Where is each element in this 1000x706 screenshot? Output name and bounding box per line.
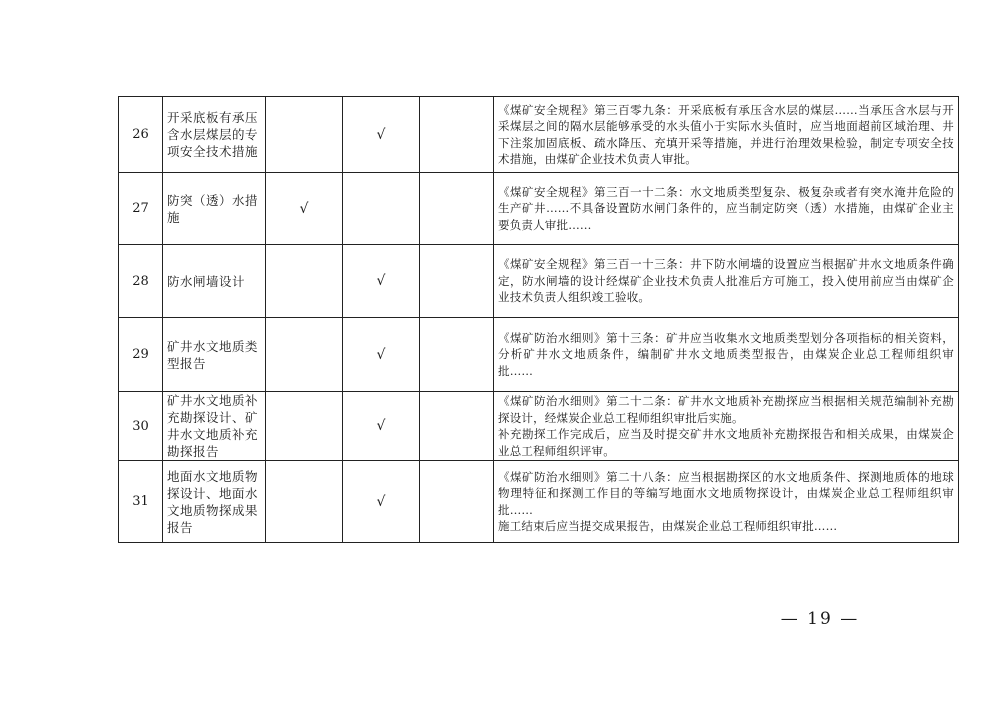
check-mark-a — [266, 97, 343, 173]
row-number: 29 — [119, 318, 163, 392]
basis-paragraph: 《煤矿防治水细则》第二十二条：矿井水文地质补充勘探应当根据相关规范编制补充勘探设计，经煤炭企业总工程师组织审批后实施。 — [498, 394, 954, 425]
regulation-basis — [494, 392, 959, 461]
check-mark-b: √ — [343, 97, 420, 173]
check-mark-b: √ — [343, 392, 420, 461]
basis-paragraph: 《煤矿安全规程》第三百一十二条：水文地质类型复杂、极复杂或者有突水淹井危险的生产矿井……不具备设置防水闸门条件的，应当制定防突（透）水措施，由煤矿企业主要负责人审批…… — [498, 184, 954, 232]
row-number: 31 — [119, 461, 163, 543]
table-row — [119, 173, 959, 245]
regulation-basis — [494, 318, 959, 392]
empty-cell — [420, 245, 494, 318]
check-mark-b — [343, 173, 420, 245]
item-name: 开采底板有承压含水层煤层的专项安全技术措施 — [163, 97, 266, 173]
item-name: 矿井水文地质补充勘探设计、矿井水文地质补充勘探报告 — [163, 392, 266, 461]
item-name: 地面水文地质物探设计、地面水文地质物探成果报告 — [163, 461, 266, 543]
check-mark-a: √ — [266, 173, 343, 245]
regulation-basis — [494, 173, 959, 245]
empty-cell — [420, 461, 494, 543]
table-row — [119, 461, 959, 543]
check-mark-b: √ — [343, 318, 420, 392]
empty-cell — [420, 318, 494, 392]
basis-paragraph: 《煤矿防治水细则》第十三条：矿井应当收集水文地质类型划分各项指标的相关资料，分析矿井水文地质条件，编制矿井水文地质类型报告，由煤炭企业总工程师组织审批…… — [498, 330, 954, 378]
check-mark-b: √ — [343, 461, 420, 543]
check-mark-b: √ — [343, 245, 420, 318]
basis-paragraph: 《煤矿安全规程》第三百零九条：开采底板有承压含水层的煤层……当承压含水层与开采煤层之间的隔水层能够承受的水头值小于实际水头值时，应当地面超前区域治理、井下注浆加固底板、疏水降压、充填开采等措施，并进行治理效果检验，制定专项安全技术措施，由煤矿企业技术负责人审批。 — [498, 102, 954, 166]
row-number: 27 — [119, 173, 163, 245]
regulation-table — [118, 96, 959, 543]
check-mark-a — [266, 318, 343, 392]
empty-cell — [420, 392, 494, 461]
item-name: 矿井水文地质类型报告 — [163, 318, 266, 392]
row-number: 30 — [119, 392, 163, 461]
row-number: 26 — [119, 97, 163, 173]
item-name: 防水闸墙设计 — [163, 245, 266, 318]
table-row — [119, 318, 959, 392]
page-number: — 19 — — [780, 609, 860, 629]
check-mark-a — [266, 461, 343, 543]
basis-paragraph: 施工结束后应当提交成果报告，由煤炭企业总工程师组织审批…… — [498, 519, 838, 533]
empty-cell — [420, 97, 494, 173]
table-row — [119, 97, 959, 173]
row-number: 28 — [119, 245, 163, 318]
table-row — [119, 392, 959, 461]
table-row — [119, 245, 959, 318]
item-name: 防突（透）水措施 — [163, 173, 266, 245]
basis-paragraph: 《煤矿防治水细则》第二十八条：应当根据勘探区的水文地质条件、探测地质体的地球物理特征和探测工作目的等编写地面水文地质物探设计，由煤炭企业总工程师组织审批…… — [498, 469, 954, 517]
regulation-basis — [494, 245, 959, 318]
check-mark-a — [266, 392, 343, 461]
basis-paragraph: 《煤矿安全规程》第三百一十三条：井下防水闸墙的设置应当根据矿井水文地质条件确定，防水闸墙的设计经煤矿企业技术负责人批准后方可施工，投入使用前应当由煤矿企业技术负责人组织竣工验收。 — [498, 257, 954, 305]
check-mark-a — [266, 245, 343, 318]
basis-paragraph: 补充勘探工作完成后，应当及时提交矿井水文地质补充勘探报告和相关成果，由煤炭企业总工程师组织评审。 — [498, 427, 954, 458]
regulation-basis — [494, 461, 959, 543]
empty-cell — [420, 173, 494, 245]
regulation-basis — [494, 97, 959, 173]
